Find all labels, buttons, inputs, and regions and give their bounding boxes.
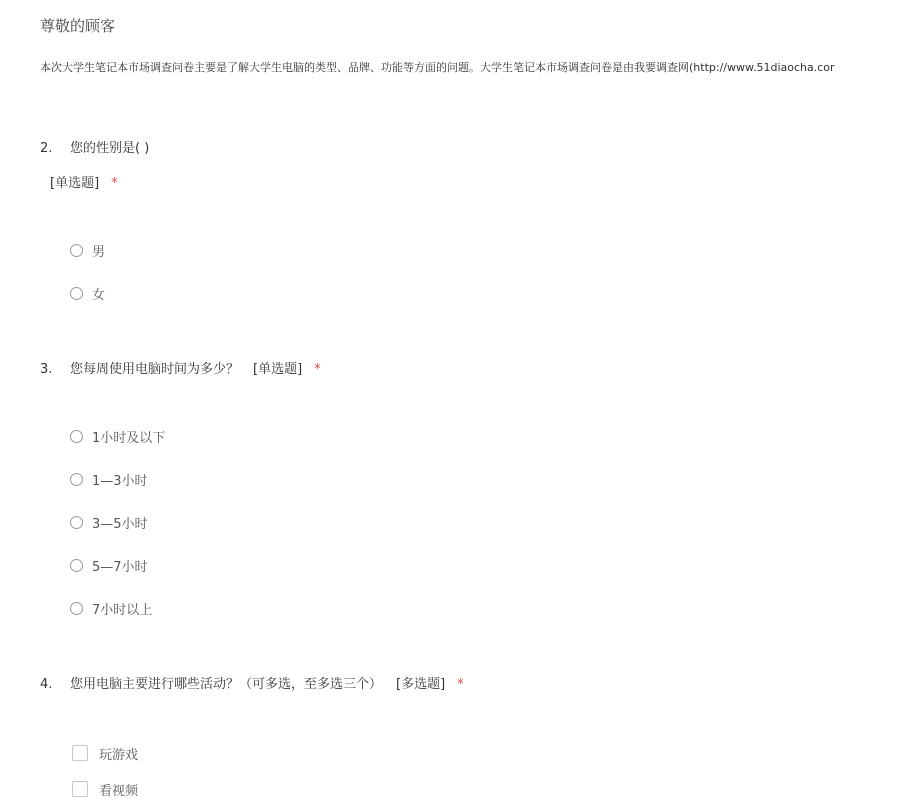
option-gaming[interactable] — [72, 743, 138, 763]
radio-icon[interactable] — [70, 430, 83, 443]
option-label: 3—5小时 — [92, 516, 148, 532]
question-2-type-line — [50, 172, 118, 191]
question-number: 4. — [40, 677, 53, 692]
option-3-5h[interactable] — [70, 512, 148, 532]
checkbox-icon[interactable] — [72, 745, 88, 761]
required-marker: * — [457, 677, 464, 692]
option-7h-plus[interactable] — [70, 598, 152, 618]
question-2-title — [40, 137, 149, 156]
radio-icon[interactable] — [70, 559, 83, 572]
option-1-3h[interactable] — [70, 469, 148, 489]
greeting-heading: 尊敬的顾客 — [40, 17, 116, 35]
question-text: 您用电脑主要进行哪些活动？（可多选，至多选三个） — [70, 677, 383, 692]
option-female[interactable] — [70, 283, 105, 303]
option-label: 1—3小时 — [92, 473, 148, 489]
required-marker: * — [111, 176, 118, 191]
option-label: 玩游戏 — [99, 747, 139, 763]
option-label: 7小时以上 — [92, 602, 153, 618]
option-male[interactable] — [70, 240, 105, 260]
question-type-badge: [单选题] — [253, 362, 303, 377]
option-videos[interactable] — [72, 779, 138, 799]
radio-icon[interactable] — [70, 602, 83, 615]
question-type-badge: [多选题] — [396, 677, 446, 692]
option-5-7h[interactable] — [70, 555, 148, 575]
question-3-title — [40, 358, 321, 377]
question-number: 3. — [40, 362, 53, 377]
option-label: 女 — [92, 287, 106, 303]
required-marker: * — [314, 362, 321, 377]
question-text: 您每周使用电脑时间为多少？ — [70, 362, 240, 377]
checkbox-icon[interactable] — [72, 781, 88, 797]
option-label: 看视频 — [99, 783, 139, 799]
survey-intro-text: 本次大学生笔记本市场调查问卷主要是了解大学生电脑的类型、品牌、功能等方面的问题。大学生笔记本市场调查问卷是由我要调查网(http://www.51diaocha.cor — [40, 61, 835, 74]
question-type-badge: [单选题] — [50, 176, 100, 191]
question-text: 您的性别是( ) — [70, 141, 150, 156]
option-label: 男 — [92, 244, 106, 260]
option-1h-or-less[interactable] — [70, 426, 165, 446]
option-label: 5—7小时 — [92, 559, 148, 575]
question-number: 2. — [40, 141, 53, 156]
radio-icon[interactable] — [70, 244, 83, 257]
radio-icon[interactable] — [70, 287, 83, 300]
question-4-title — [40, 673, 464, 692]
option-label: 1小时及以下 — [92, 430, 166, 446]
radio-icon[interactable] — [70, 516, 83, 529]
radio-icon[interactable] — [70, 473, 83, 486]
